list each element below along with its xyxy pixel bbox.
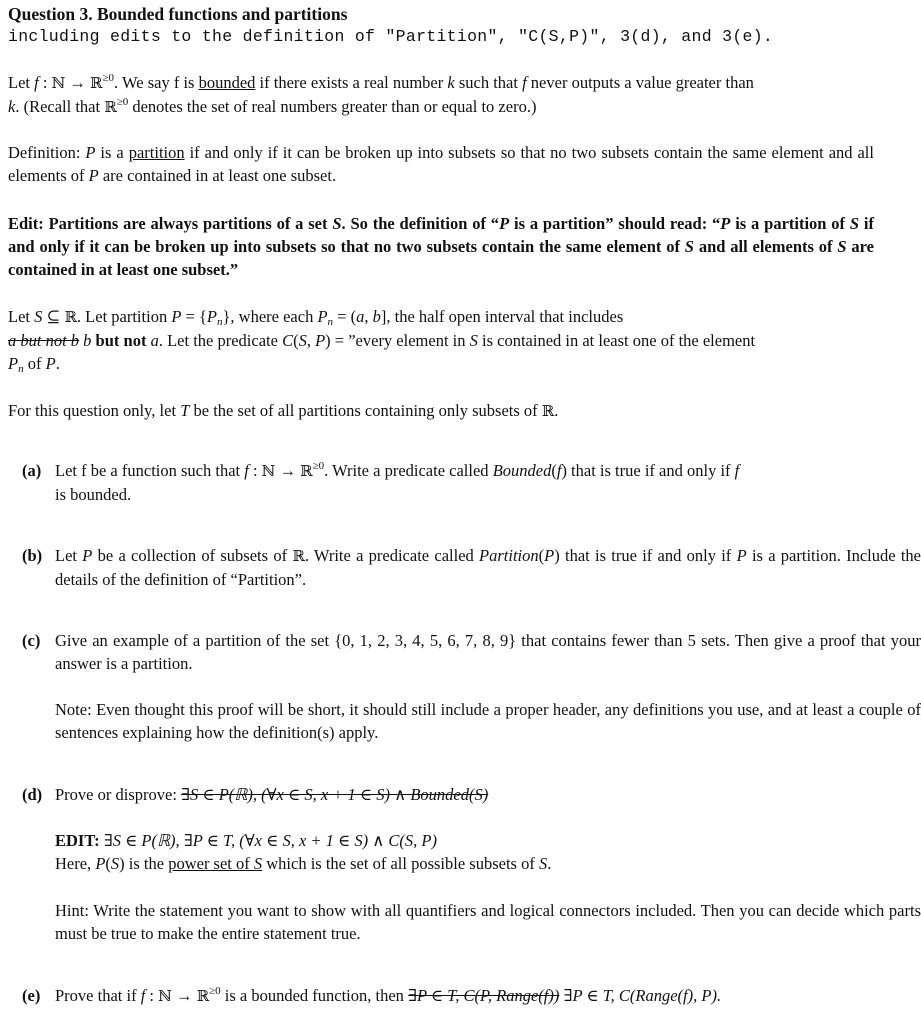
text-fragment: Prove or disprove: bbox=[55, 785, 182, 804]
text-fragment: . bbox=[547, 854, 552, 873]
text-fragment: . Let the predicate bbox=[158, 331, 283, 350]
text-fragment: , bbox=[306, 331, 316, 350]
part-d bbox=[8, 783, 921, 806]
part-d-label: (d) bbox=[22, 785, 43, 804]
text-fragment: f bbox=[556, 461, 562, 480]
text-fragment: ℝ bbox=[64, 308, 77, 326]
edit-paragraph bbox=[8, 212, 874, 281]
text-fragment: ℝ bbox=[196, 987, 210, 1005]
text-fragment: . Write a predicate called bbox=[324, 461, 493, 480]
text-fragment: Let bbox=[8, 73, 35, 92]
text-fragment: Let bbox=[55, 546, 83, 565]
text-fragment: which is the set of all possible subsets of bbox=[262, 854, 539, 873]
part-b-label: (b) bbox=[22, 546, 43, 565]
text-fragment: : bbox=[145, 986, 159, 1005]
text-fragment: = ( bbox=[333, 307, 357, 326]
text-fragment: P bbox=[315, 331, 326, 350]
text-fragment: Note: Even thought this proof will be short, it should still include a proper header, any definitions you use, and at least a couple of sentences explaining how the definition(s) apply. bbox=[55, 700, 921, 742]
text-fragment: n bbox=[327, 316, 334, 328]
text-fragment: S bbox=[469, 331, 478, 350]
text-fragment: is bounded. bbox=[55, 485, 132, 504]
text-fragment: → bbox=[171, 986, 197, 1005]
text-fragment: if and only if it can be broken up into subsets so that no two subsets contain the same element of bbox=[8, 214, 874, 256]
text-fragment: S bbox=[253, 854, 263, 873]
text-fragment: are contained in at least one subset.” bbox=[8, 237, 874, 279]
text-fragment: ℝ bbox=[104, 98, 117, 116]
text-fragment: ≥0 bbox=[209, 985, 221, 997]
text-fragment: ) that is true if and only if bbox=[554, 546, 737, 565]
struck-statement: ∃S ∈ P(ℝ), (∀x ∈ S, x + 1 ∈ S) ∧ Bounded(S) bbox=[181, 785, 489, 804]
text-fragment: P bbox=[8, 354, 19, 373]
text-fragment: are contained in at least one subset. bbox=[98, 166, 337, 185]
text-fragment: P bbox=[85, 143, 96, 162]
text-fragment: }, where each bbox=[222, 307, 318, 326]
part-c-label: (c) bbox=[22, 631, 41, 650]
text-fragment: is a bounded function, then bbox=[220, 986, 409, 1005]
text-fragment: ( bbox=[551, 461, 557, 480]
partition-term: partition bbox=[128, 143, 185, 162]
text-fragment: ) that is true if and only if bbox=[561, 461, 735, 480]
text-fragment: ≥0 bbox=[102, 72, 115, 84]
text-fragment: Prove that if bbox=[55, 986, 141, 1005]
text-fragment: C bbox=[282, 331, 294, 350]
text-fragment: ], the half open interval that includes bbox=[380, 307, 624, 326]
part-a bbox=[8, 459, 921, 506]
text-fragment: For this question only, let bbox=[8, 401, 181, 420]
text-fragment: b bbox=[79, 331, 92, 350]
text-fragment: power set of bbox=[168, 854, 254, 873]
text-fragment: is a partition. Include the details of the definition of “Partition”. bbox=[55, 546, 921, 589]
text-fragment: S bbox=[332, 214, 342, 233]
text-fragment: Hint: Write the statement you want to show with all quantifiers and logical connectors included. Then you can decide which parts must be true to make the entire statement true. bbox=[55, 901, 921, 943]
text-fragment: S bbox=[298, 331, 307, 350]
struck-text: a but not b bbox=[8, 331, 80, 350]
question-subtitle: including edits to the definition of "Partition", "C(S,P)", 3(d), and 3(e). bbox=[8, 27, 774, 46]
text-fragment: never outputs a value greater than bbox=[526, 73, 754, 92]
text-fragment: but not bbox=[91, 331, 147, 350]
definition-paragraph bbox=[8, 141, 874, 187]
text-fragment: : bbox=[38, 73, 52, 92]
part-d-hint bbox=[8, 899, 921, 945]
text-fragment: S bbox=[538, 854, 548, 873]
part-d-edit bbox=[8, 829, 921, 875]
text-fragment: denotes the set of real numbers greater than or equal to zero.) bbox=[128, 97, 537, 116]
text-fragment: n bbox=[217, 316, 223, 328]
text-fragment: Let bbox=[8, 307, 35, 326]
bounded-term: bounded bbox=[198, 73, 256, 92]
text-fragment: ℝ bbox=[541, 402, 555, 420]
text-fragment: ℝ bbox=[292, 547, 305, 565]
text-fragment: EDIT: bbox=[55, 831, 100, 850]
text-fragment: S bbox=[684, 237, 694, 256]
text-fragment: Definition: bbox=[8, 143, 86, 162]
text-fragment: S bbox=[849, 214, 860, 233]
text-fragment: is a partition” should read: “ bbox=[509, 214, 721, 233]
text-fragment: . bbox=[55, 354, 60, 373]
text-fragment: k bbox=[8, 97, 16, 116]
struck-statement-e: ∃P ∈ T, C(P, Range(f)) bbox=[408, 986, 560, 1005]
part-b bbox=[8, 544, 921, 591]
text-fragment: f bbox=[34, 73, 39, 92]
text-fragment: f bbox=[244, 461, 249, 480]
for-this-paragraph bbox=[8, 399, 874, 423]
part-c-note bbox=[8, 698, 921, 744]
text-fragment: such that bbox=[454, 73, 523, 92]
text-fragment: of bbox=[23, 354, 46, 373]
text-fragment: Bounded bbox=[492, 461, 552, 480]
text-fragment: . (Recall that bbox=[15, 97, 105, 116]
text-fragment: P bbox=[544, 546, 555, 565]
text-fragment: is a bbox=[95, 143, 129, 162]
text-fragment: be the set of all partitions containing only subsets of bbox=[189, 401, 542, 420]
question-header bbox=[8, 3, 874, 49]
lets-paragraph bbox=[8, 305, 874, 375]
text-fragment: . bbox=[554, 401, 559, 420]
text-fragment: S bbox=[837, 237, 847, 256]
text-fragment: Let f be a function such that bbox=[55, 461, 245, 480]
text-fragment: ℕ bbox=[51, 74, 66, 92]
text-fragment: P bbox=[82, 546, 93, 565]
text-fragment: is a partition of bbox=[730, 214, 850, 233]
text-fragment: → bbox=[275, 461, 301, 480]
text-fragment: f bbox=[734, 461, 740, 480]
text-fragment: ∃S ∈ P(ℝ), ∃P ∈ T, (∀x ∈ S, x + 1 ∈ S) ∧ C(S, P) bbox=[99, 831, 438, 850]
text-fragment: ) is the bbox=[119, 854, 169, 873]
text-fragment: T bbox=[180, 401, 190, 420]
text-fragment: P bbox=[88, 166, 99, 185]
text-fragment: b bbox=[372, 307, 381, 326]
text-fragment: ℕ bbox=[158, 987, 172, 1005]
part-c bbox=[8, 629, 921, 675]
text-fragment: ( bbox=[105, 854, 111, 873]
power-set-term bbox=[168, 854, 262, 873]
text-fragment: ≥0 bbox=[116, 96, 129, 108]
text-fragment: : bbox=[248, 461, 262, 480]
text-fragment: a bbox=[146, 331, 159, 350]
text-fragment: ℝ bbox=[90, 74, 103, 92]
text-fragment: ℕ bbox=[261, 462, 276, 480]
text-fragment: → bbox=[65, 73, 91, 92]
text-fragment: ( bbox=[538, 546, 545, 565]
text-fragment: S bbox=[34, 307, 43, 326]
text-fragment: P bbox=[171, 307, 182, 326]
part-a-label: (a) bbox=[22, 461, 42, 480]
text-fragment: Edit: Partitions are always partitions of a set bbox=[8, 214, 333, 233]
text-fragment: ) = ”every element in bbox=[325, 331, 470, 350]
text-fragment: a bbox=[356, 307, 365, 326]
text-fragment: ℝ bbox=[300, 462, 313, 480]
text-fragment: . Let partition bbox=[76, 307, 172, 326]
text-fragment: P bbox=[736, 546, 747, 565]
text-fragment: ( bbox=[293, 331, 299, 350]
text-fragment: ⊆ bbox=[42, 307, 65, 326]
text-fragment: ∃P ∈ T, C(Range(f), P). bbox=[559, 986, 722, 1005]
text-fragment: S bbox=[110, 854, 120, 873]
text-fragment: be a collection of subsets of bbox=[92, 546, 293, 565]
text-fragment: P bbox=[95, 854, 106, 873]
part-e bbox=[8, 984, 921, 1008]
text-fragment: Here, bbox=[55, 854, 96, 873]
text-fragment: , bbox=[364, 307, 373, 326]
text-fragment: f bbox=[522, 73, 527, 92]
part-c-text: Give an example of a partition of the set {0, 1, 2, 3, 4, 5, 6, 7, 8, 9} that contains fewer than 5 sets. Then give a proof that your answer is a partition. bbox=[55, 631, 921, 673]
text-fragment: is contained in at least one of the element bbox=[477, 331, 756, 350]
text-fragment: ≥0 bbox=[312, 460, 325, 472]
text-fragment: and all elements of bbox=[693, 237, 838, 256]
text-fragment: Partition bbox=[479, 546, 539, 565]
part-e-label: (e) bbox=[22, 986, 41, 1005]
intro-paragraph bbox=[8, 71, 874, 119]
text-fragment: P bbox=[499, 214, 510, 233]
text-fragment: if and only if it can be broken up into subsets so that no two subsets contain the same element and all elements of bbox=[8, 143, 874, 185]
text-fragment: P bbox=[206, 307, 217, 326]
text-fragment: . So the definition of “ bbox=[341, 214, 500, 233]
question-title: Question 3. Bounded functions and partitions bbox=[8, 4, 348, 24]
text-fragment: k bbox=[447, 73, 455, 92]
text-fragment: . Write a predicate called bbox=[304, 546, 480, 565]
text-fragment: f bbox=[140, 986, 146, 1005]
text-fragment: if there exists a real number bbox=[255, 73, 448, 92]
text-fragment: n bbox=[18, 363, 24, 375]
text-fragment: P bbox=[45, 354, 56, 373]
text-fragment: P bbox=[317, 307, 328, 326]
text-fragment: P bbox=[720, 214, 731, 233]
text-fragment: . We say f is bbox=[114, 73, 199, 92]
text-fragment: = { bbox=[181, 307, 207, 326]
